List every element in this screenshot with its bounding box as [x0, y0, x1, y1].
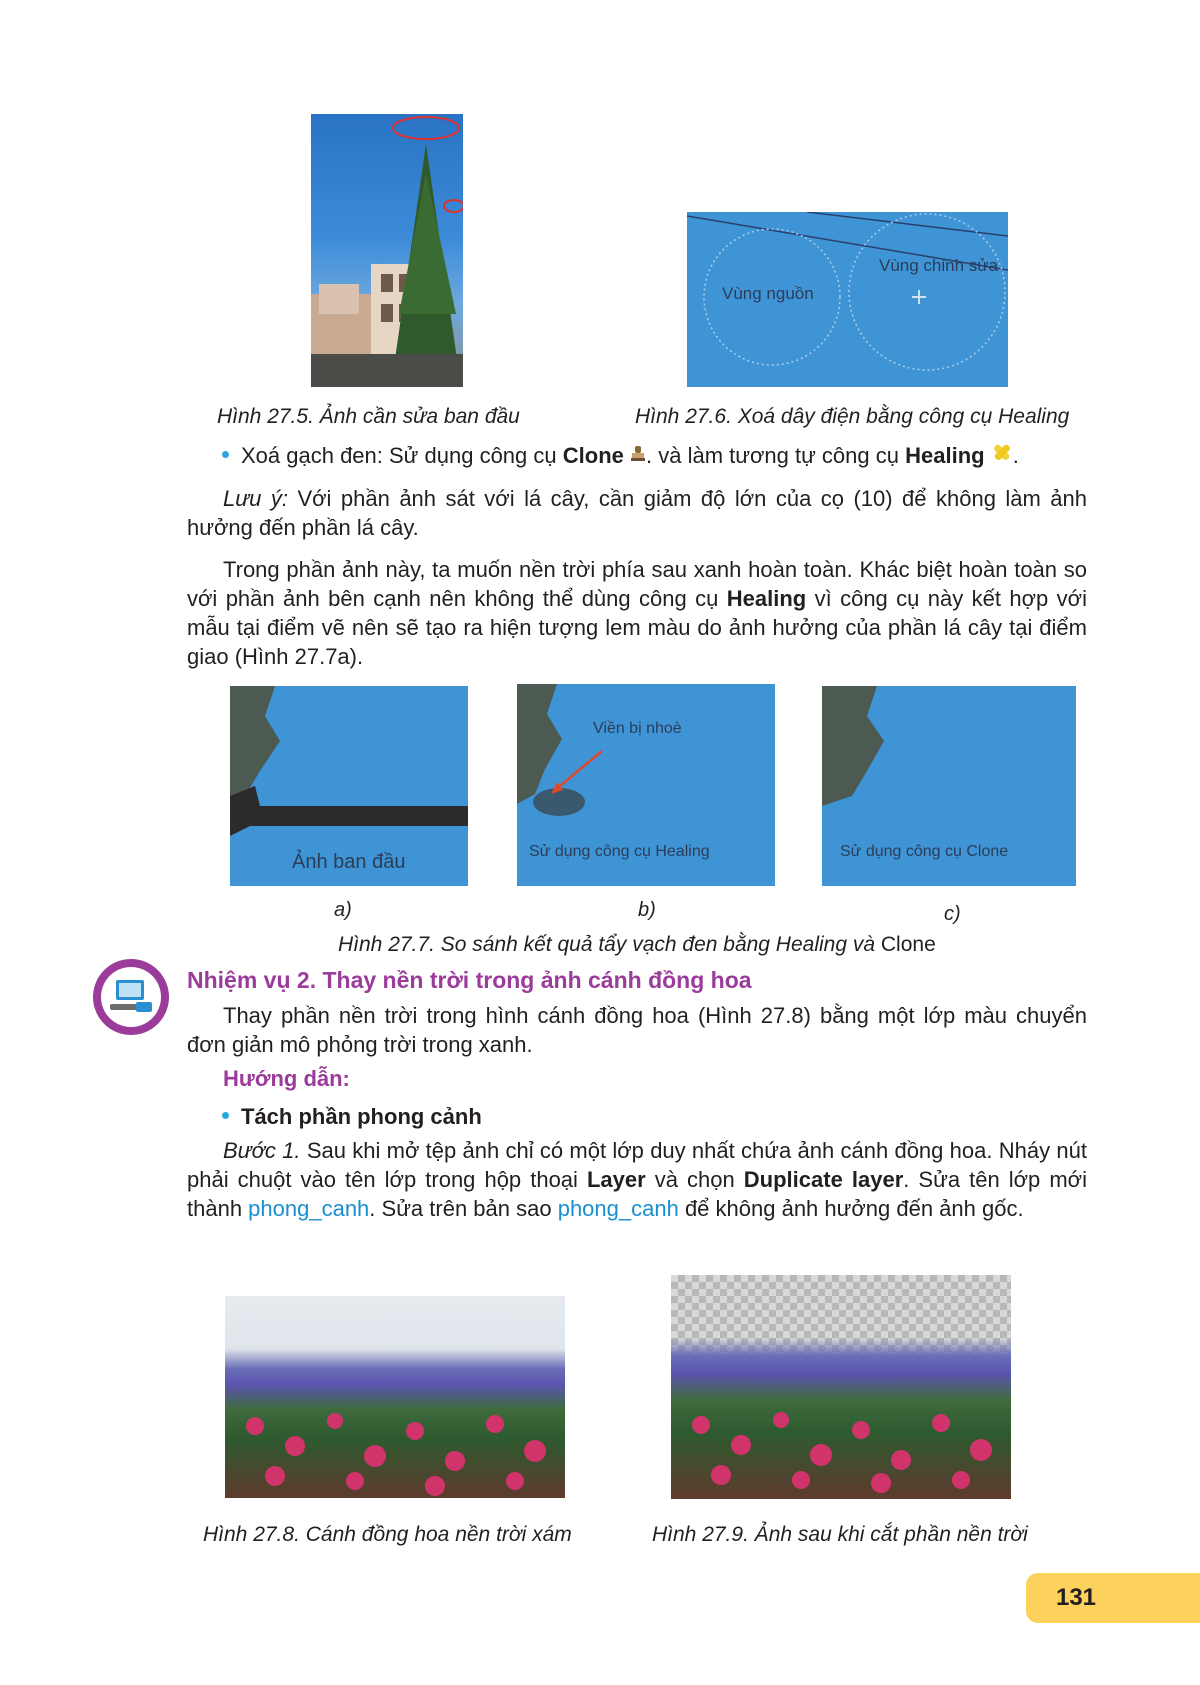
fig-b-label: Sử dụng công cụ Healing [529, 843, 710, 860]
figure-27-7c-image [822, 686, 1076, 886]
step-1-paragraph: Bước 1. Sau khi mở tệp ảnh chỉ có một lớp duy nhất chứa ảnh cánh đồng hoa. Nháy nút phải chuột vào tên lớp trong hộp thoại Layer và chọn Duplicate layer. Sửa tên lớp mới thành phong_canh. Sửa trên bản sao phong_canh để không ảnh hưởng đến ảnh gốc. [187, 1138, 1087, 1221]
fig-a-label: Ảnh ban đầu [292, 851, 406, 873]
bullet-dot [222, 451, 229, 458]
figure-27-6-image [687, 212, 1008, 387]
figure-27-7-caption: Hình 27.7. So sánh kết quả tẩy vạch đen bằng Healing và Clone [338, 933, 936, 956]
figure-27-5-caption: Hình 27.5. Ảnh cần sửa ban đầu [217, 405, 520, 428]
note-paragraph: Lưu ý: Với phần ảnh sát với lá cây, cần giảm độ lớn của cọ (10) để không làm ảnh hưởng đến phần lá cây. [187, 486, 1088, 540]
layer-name-phong-canh: phong_canh [248, 1196, 370, 1221]
figure-27-7a-image [230, 686, 468, 886]
figure-27-9-image [671, 1275, 1011, 1499]
healing-bandage-icon [991, 441, 1013, 463]
clone-term: Clone [562, 443, 624, 468]
tree-photo-illustration [311, 114, 463, 387]
task-2-description: Thay phần nền trời trong hình cánh đồng hoa (Hình 27.8) bằng một lớp màu chuyển đơn giản mô phỏng trời trong xanh. [187, 1003, 1087, 1057]
fig-c-label: Sử dụng công cụ Clone [840, 843, 1009, 860]
clone-stamp-icon [630, 441, 646, 459]
note-label: Lưu ý: [223, 486, 288, 511]
task-2-title: Nhiệm vụ 2. Thay nền trời trong ảnh cánh đồng hoa [187, 967, 752, 993]
bullet-remove-line: Xoá gạch đen: Sử dụng công cụ Clone . và làm tương tự công cụ Healing . [222, 441, 1102, 470]
figure-27-5-image [311, 114, 463, 387]
healing-term: Healing [905, 443, 985, 468]
explanation-paragraph: Trong phần ảnh này, ta muốn nền trời phía sau xanh hoàn toàn. Khác biệt hoàn toàn so với phần ảnh bên cạnh nên không thể dùng công cụ Healing vì công cụ này kết hợp với mẫu tại điểm vẽ nên sẽ tạo ra hiện tượng lem màu do ảnh hưởng của phần lá cây tại điểm giao (Hình 27.7a). [187, 557, 1087, 669]
figure-27-9-caption: Hình 27.9. Ảnh sau khi cắt phần nền trời [652, 1523, 1028, 1546]
figure-27-8-image [225, 1296, 565, 1498]
fig-a-letter: a) [334, 899, 352, 921]
bullet-separate-landscape: Tách phần phong cảnh [222, 1102, 822, 1131]
layer-name-phong-canh-copy: phong_canh [557, 1196, 679, 1221]
figure-27-8-caption: Hình 27.8. Cánh đồng hoa nền trời xám [203, 1523, 572, 1546]
figure-27-6-caption: Hình 27.6. Xoá dây điện bằng công cụ Healing [635, 405, 1070, 428]
step-1-label: Bước 1. [223, 1138, 301, 1163]
page-number: 131 [1055, 1584, 1097, 1611]
task-computer-icon [92, 958, 170, 1036]
page-number-tab [1026, 1573, 1200, 1623]
fig-b-letter: b) [638, 899, 656, 921]
source-region-label: Vùng nguồn [722, 284, 814, 303]
fig-c-letter: c) [944, 903, 961, 925]
figure-27-7b-image [517, 684, 775, 886]
blur-edge-note: Viền bị nhoè [593, 720, 682, 737]
edit-region-label: Vùng chỉnh sửa [879, 256, 999, 275]
guide-heading: Hướng dẫn: [223, 1066, 350, 1091]
